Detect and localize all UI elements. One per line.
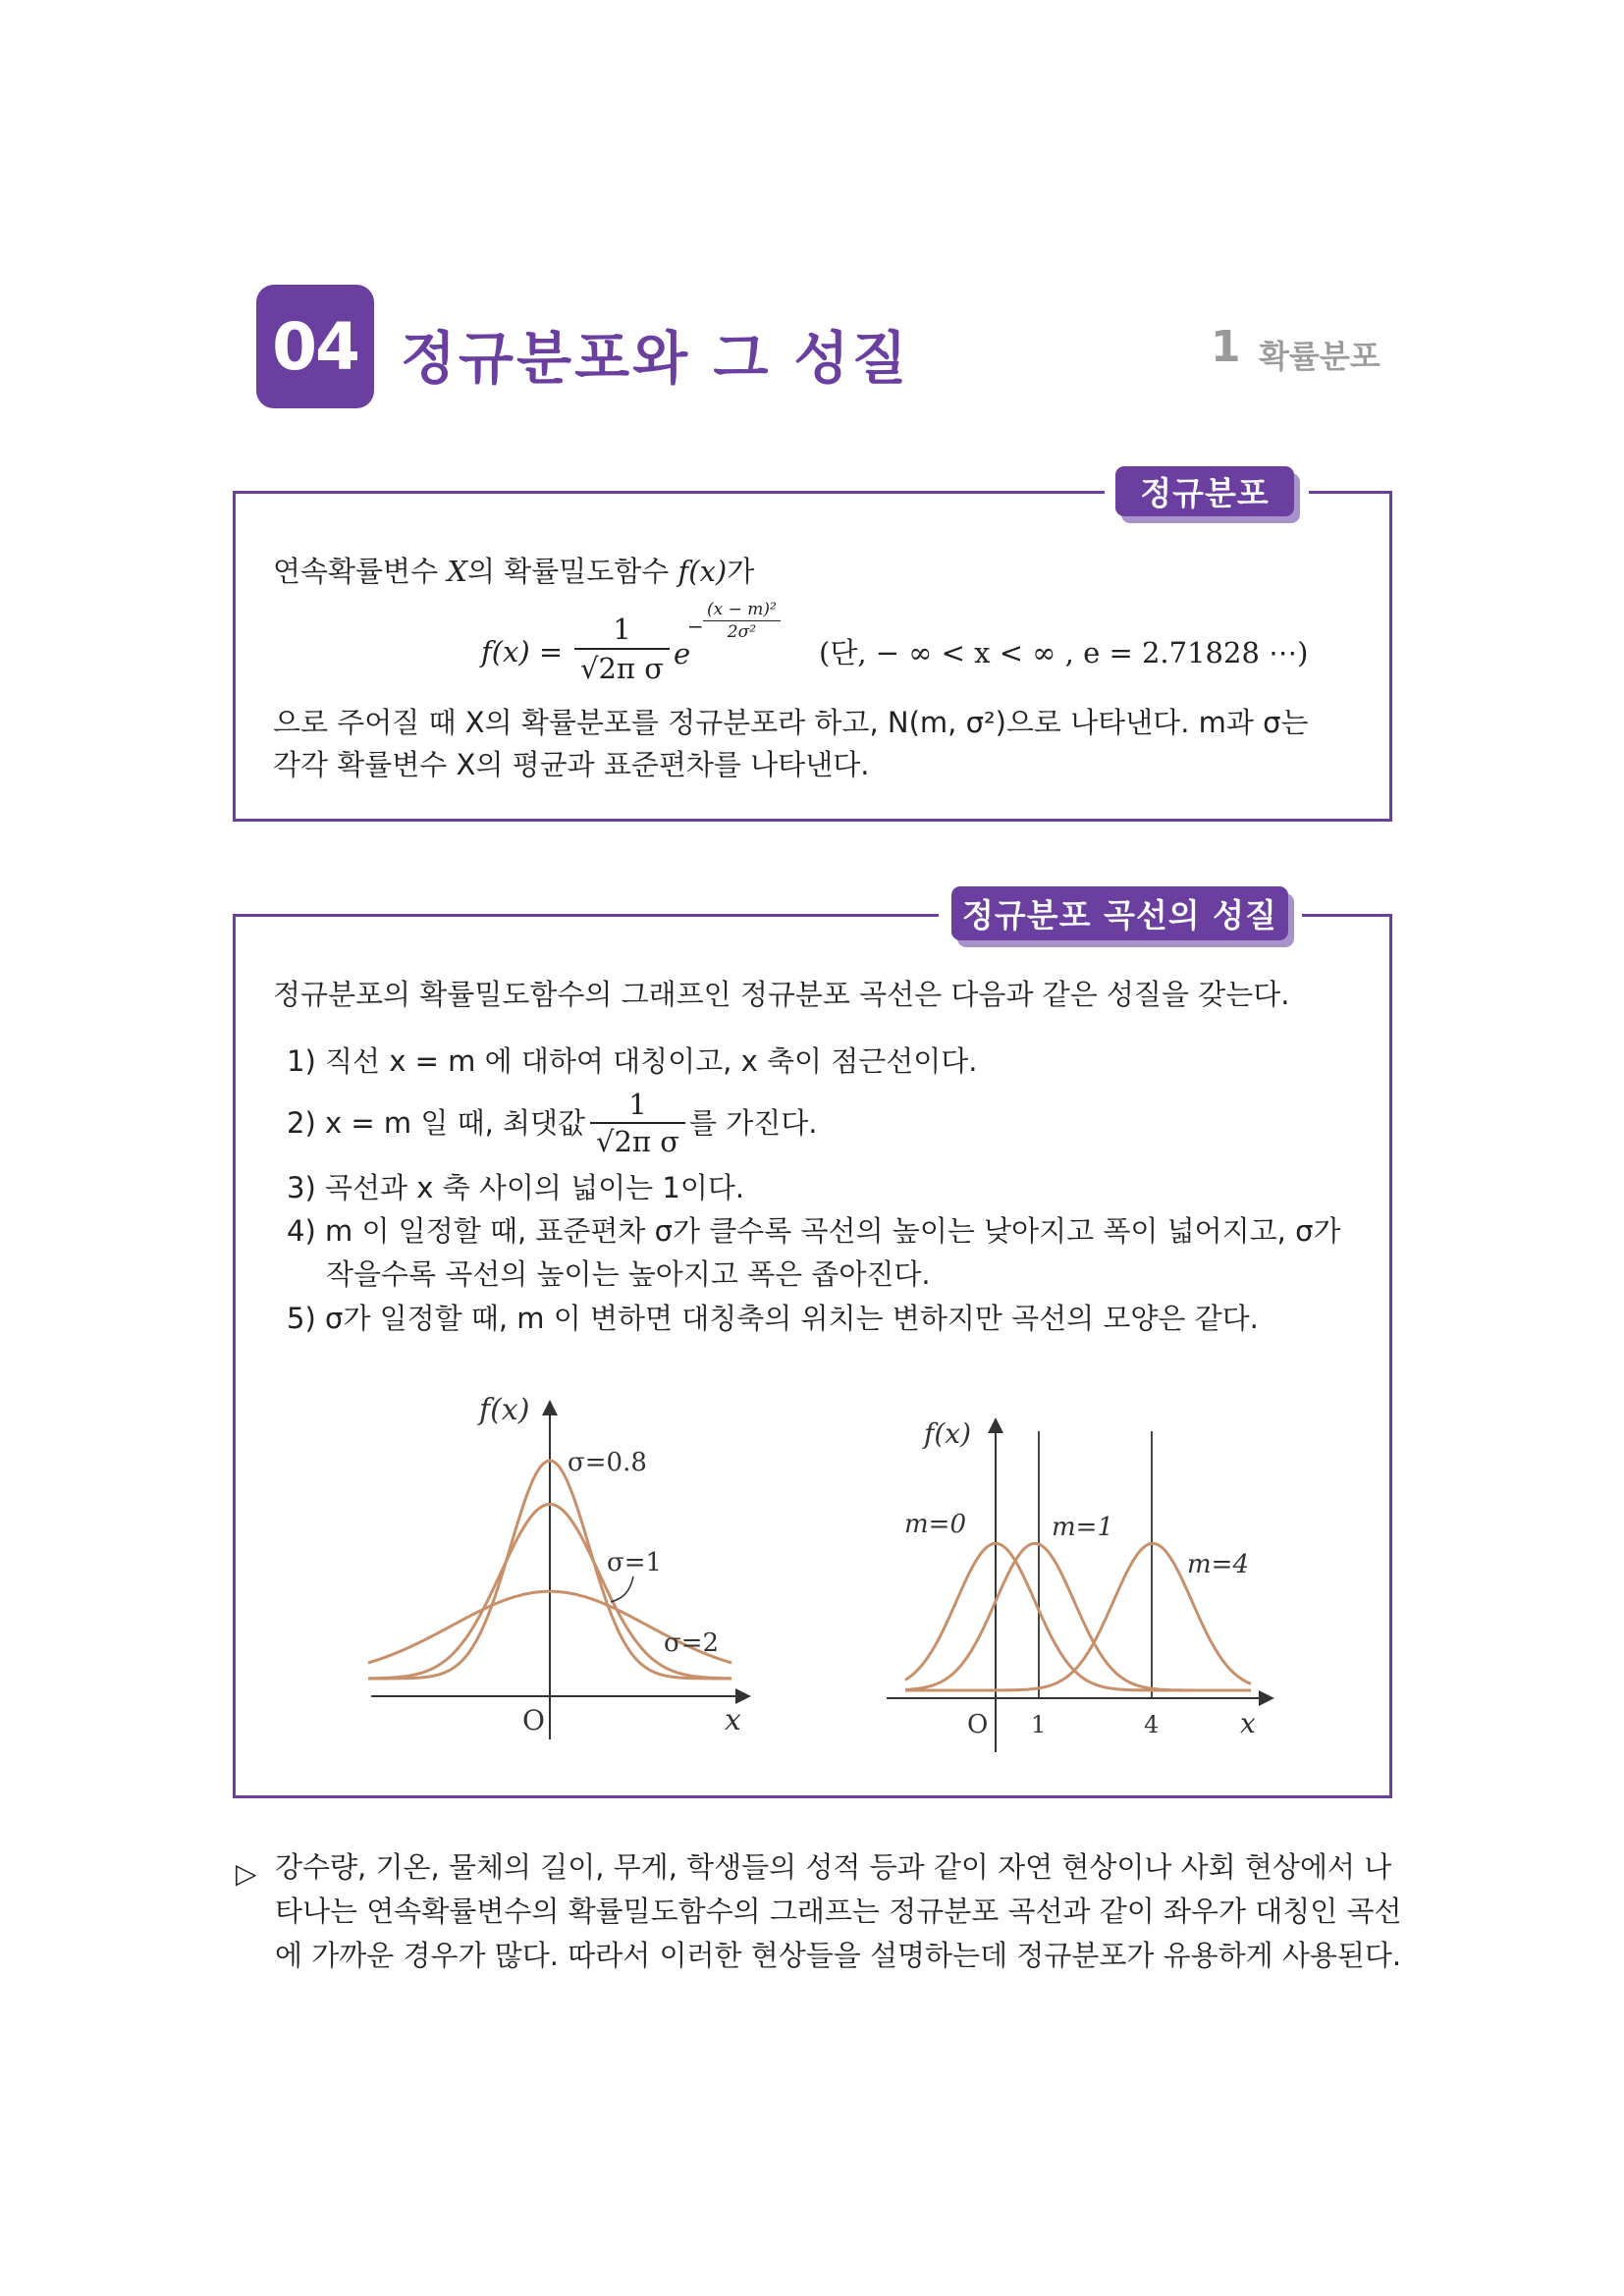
- graph2-origin: O: [967, 1710, 989, 1739]
- graph2-tick-1: 1: [1031, 1711, 1047, 1738]
- graph-sigma-comparison: [363, 1384, 756, 1757]
- graph1-label-sigma-08: σ=0.8: [568, 1448, 647, 1477]
- page-title: 정규분포와 그 성질: [401, 325, 910, 392]
- property-4a: 4) m 이 일정할 때, 표준편차 σ가 클수록 곡선의 높이는 낮아지고 폭이 넓어지고, σ가: [287, 1214, 1341, 1248]
- note-line-3: 에 가까운 경우가 많다. 따라서 이러한 현상들을 설명하는데 정규분포가 유용하게 사용된다.: [275, 1939, 1402, 1972]
- formula-fraction: $\frac{1}{\text{√2π σ}}$: [574, 611, 670, 687]
- graph1-origin: O: [522, 1704, 545, 1736]
- property-4b: 작을수록 곡선의 높이는 높아지고 폭은 좁아진다.: [326, 1257, 931, 1291]
- property-3: 3) 곡선과 x 축 사이의 넓이는 1이다.: [287, 1171, 745, 1204]
- property-2-tail: 를 가진다.: [689, 1106, 818, 1140]
- chapter-title: 확률분포: [1259, 338, 1380, 375]
- graph2-label-m4: m=4: [1187, 1550, 1249, 1579]
- properties-tab: 정규분포 곡선의 성질: [951, 886, 1288, 940]
- formula-exponent: (x − m)² 2σ²: [703, 599, 781, 643]
- formula-base: e: [674, 637, 691, 670]
- sigma-1-pointer: [611, 1576, 633, 1602]
- chapter-number: 1: [1211, 322, 1241, 372]
- graph2-label-m1: m=1: [1052, 1513, 1113, 1542]
- graph2-ylabel: f(x): [924, 1417, 972, 1450]
- graph1-label-sigma-2: σ=2: [664, 1629, 720, 1658]
- definition-line-1: 연속확률변수 X의 확률밀도함수 f(x)가: [273, 555, 755, 588]
- formula-lhs: f(x) =: [481, 635, 564, 668]
- formula-condition: (단, − ∞ < x < ∞ , e = 2.71828 ⋯): [819, 636, 1309, 669]
- property-2-fraction: $\frac{1}{\text{√2π σ}}$: [590, 1087, 685, 1159]
- graph2-label-m0: m=0: [904, 1510, 966, 1539]
- note-line-1: 강수량, 기온, 물체의 길이, 무게, 학생들의 성적 등과 같이 자연 현상이나 사회 현상에서 나: [275, 1850, 1392, 1884]
- property-5: 5) σ가 일정할 때, m 이 변하면 대칭축의 위치는 변하지만 곡선의 모양은 같다.: [287, 1302, 1259, 1335]
- formula-exp-sign: −: [687, 614, 704, 638]
- property-2: 2) x = m 일 때, 최댓값: [287, 1106, 586, 1140]
- property-1: 1) 직선 x = m 에 대하여 대칭이고, x 축이 점근선이다.: [287, 1044, 978, 1078]
- graph1-label-sigma-1: σ=1: [607, 1548, 663, 1577]
- graph-mean-comparison: [879, 1404, 1281, 1757]
- graph2-tick-4: 4: [1144, 1711, 1160, 1738]
- graph2-xlabel: x: [1240, 1707, 1256, 1739]
- graph1-xlabel: x: [725, 1703, 741, 1737]
- graph1-ylabel: f(x): [479, 1393, 530, 1427]
- definition-line-4: 각각 확률변수 X의 평균과 표준편차를 나타낸다.: [273, 748, 870, 781]
- properties-intro: 정규분포의 확률밀도함수의 그래프인 정규분포 곡선은 다음과 같은 성질을 갖는다.: [273, 978, 1290, 1011]
- note-line-2: 타나는 연속확률변수의 확률밀도함수의 그래프는 정규분포 곡선과 같이 좌우가 대칭인 곡선: [275, 1895, 1402, 1928]
- note-marker: ▷: [236, 1857, 257, 1890]
- definition-line-3: 으로 주어질 때 X의 확률분포를 정규분포라 하고, N(m, σ²)으로 나타낸다. m과 σ는: [273, 706, 1309, 739]
- definition-tab: 정규분포: [1115, 466, 1294, 516]
- section-number-badge: 04: [256, 285, 374, 408]
